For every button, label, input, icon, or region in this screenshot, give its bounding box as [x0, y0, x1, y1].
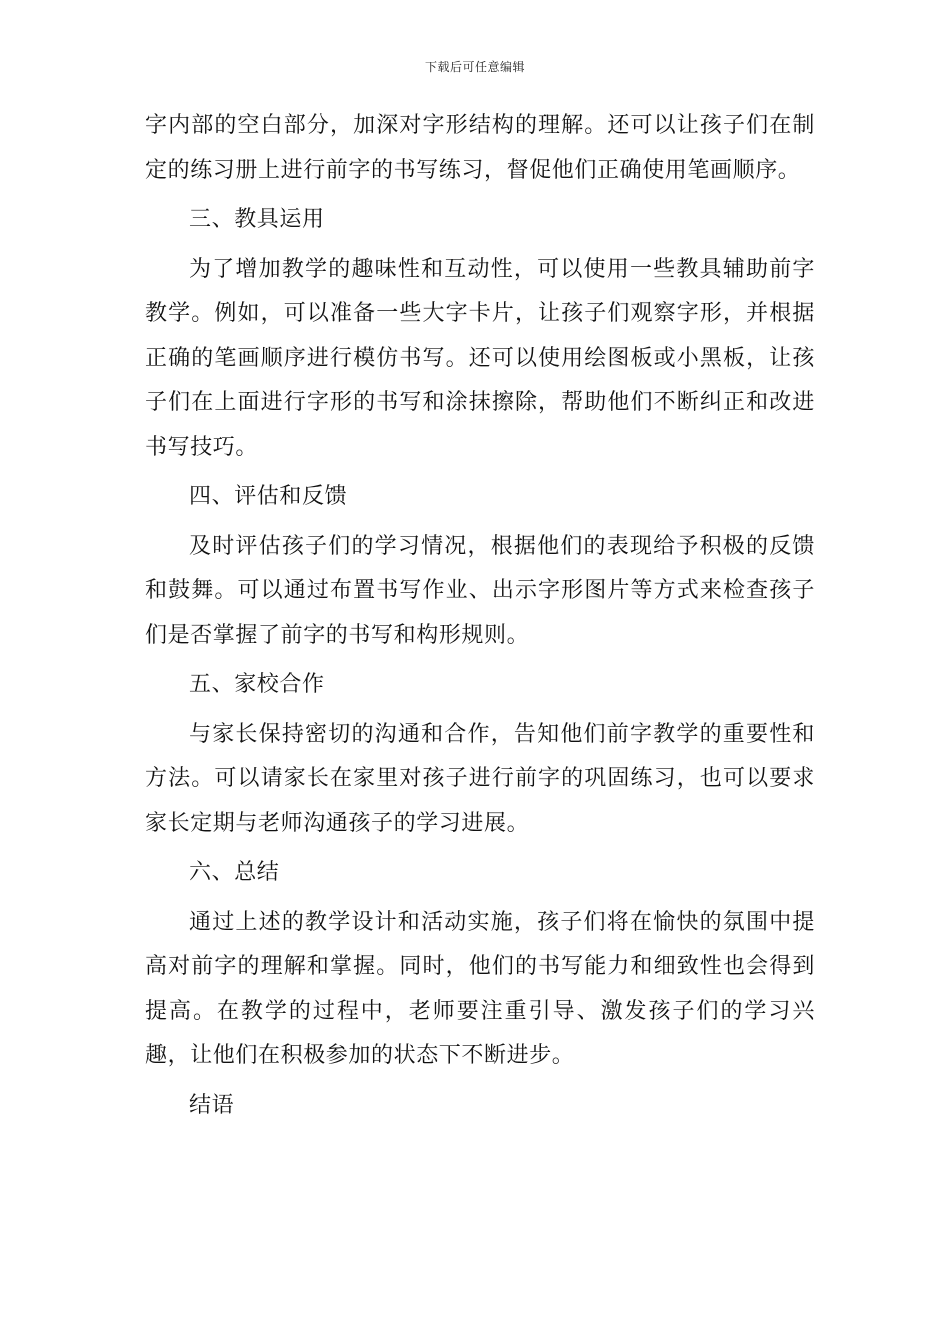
paragraph-teaching-aids: 为了增加教学的趣味性和互动性，可以使用一些教具辅助前字教学。例如，可以准备一些大字卡片，让孩子们观察字形，并根据正确的笔画顺序进行模仿书写。还可以使用绘图板或小黑板，让孩子们在上面进行字形的书写和涂抹擦除，帮助他们不断纠正和改进书写技巧。 — [145, 256, 815, 460]
section-heading-summary: 六、总结 — [189, 860, 280, 885]
paragraph-home-school: 与家长保持密切的沟通和合作，告知他们前字教学的重要性和方法。可以请家长在家里对孩子进行前字的巩固练习，也可以要求家长定期与老师沟通孩子的学习进展。 — [145, 721, 815, 836]
section-heading-teaching-aids: 三、教具运用 — [189, 207, 325, 232]
document-body — [145, 104, 815, 1128]
section-heading-conclusion: 结语 — [189, 1092, 235, 1118]
paragraph-evaluation: 及时评估孩子们的学习情况，根据他们的表现给予积极的反馈和鼓舞。可以通过布置书写作业、出示字形图片等方式来检查孩子们是否掌握了前字的书写和构形规则。 — [145, 533, 815, 648]
section-heading-home-school: 五、家校合作 — [189, 672, 325, 697]
page-header: 下载后可任意编辑 — [424, 60, 525, 74]
paragraph-summary: 通过上述的教学设计和活动实施，孩子们将在愉快的氛围中提高对前字的理解和掌握。同时，他们的书写能力和细致性也会得到提高。在教学的过程中，老师要注重引导、激发孩子们的学习兴趣，让他们在积极参加的状态下不断进步。 — [145, 909, 815, 1068]
paragraph-continued: 字内部的空白部分，加深对字形结构的理解。还可以让孩子们在制定的练习册上进行前字的书写练习，督促他们正确使用笔画顺序。 — [145, 113, 815, 183]
section-heading-evaluation: 四、评估和反馈 — [189, 484, 348, 509]
